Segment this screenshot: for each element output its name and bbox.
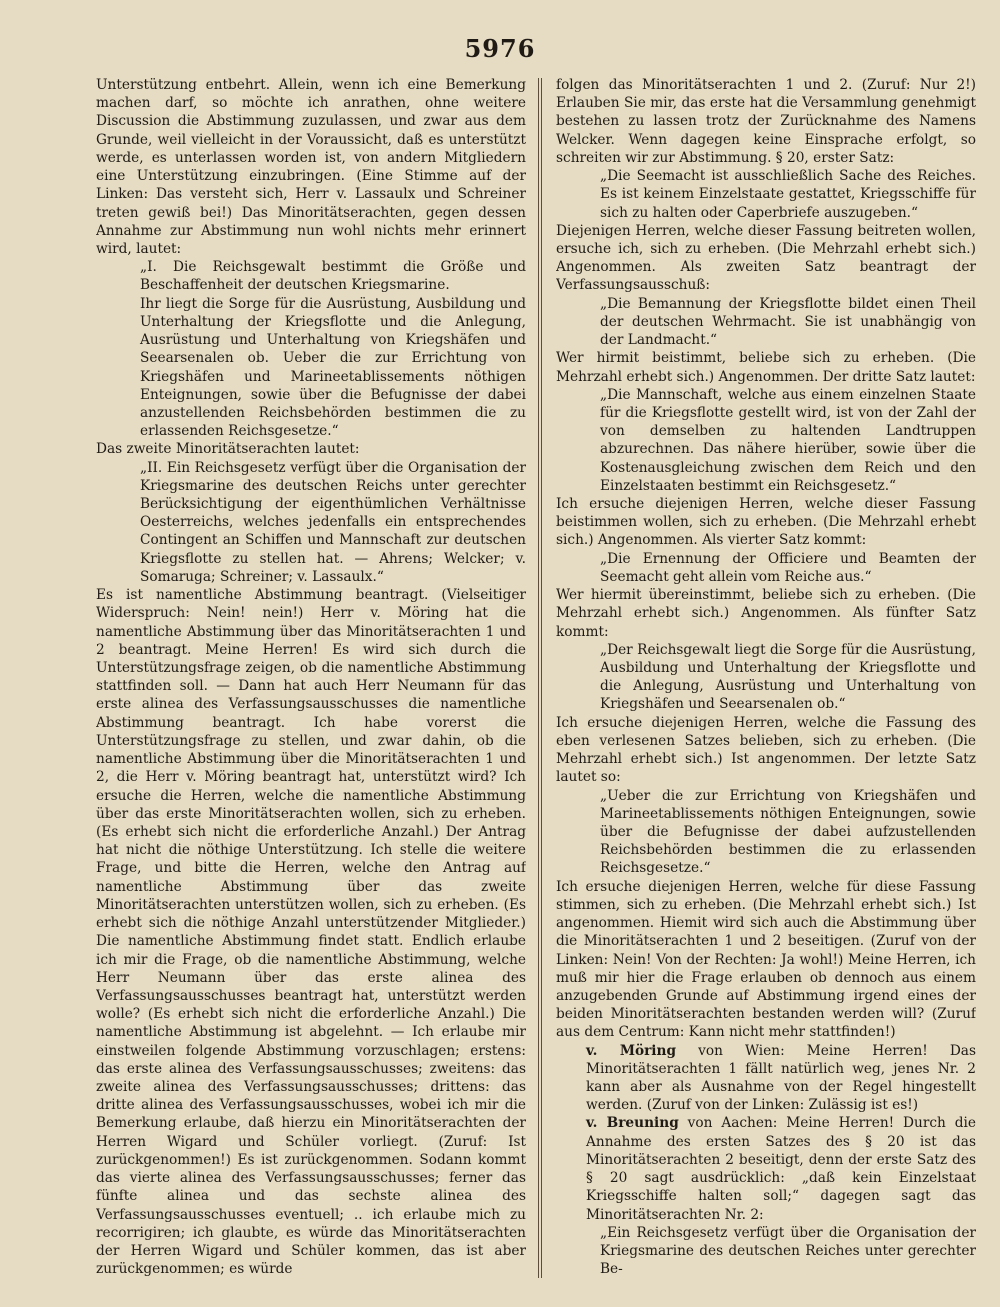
quoted-paragraph bbox=[556, 550, 976, 586]
paragraph-text: von Wien: Meine Herren! Das Minoritätserachten 1 fällt natürlich weg, jenes Nr. 2 kann aber als Ausnahme von der Regel hingestellt werden. (Zuruf von der Linken: Zulässig ist es!) bbox=[586, 1042, 976, 1114]
paragraph-text: Ich ersuche diejenigen Herren, welche für diese Fassung stimmen, sich zu erheben. (Die Mehrzahl erhebt sich.) Ist angenommen. Hiemit wird sich auch die Abstimmung über die Minoritätserachten 1 und 2 beseitigen. (Zuruf von der Linken: Nein! Von der Rechten: Ja wohl!) Meine Herren, ich muß mir hier die Frage erlauben ob dennoch aus einem anzugebenden Grunde auf Abstimmung irgend eines der beiden Minoritätserachten bestanden werden will? (Zuruf aus dem Centrum: Kann nicht mehr stattfinden!) bbox=[556, 878, 976, 1041]
speaker-name: v. Möring bbox=[586, 1042, 677, 1059]
paragraph-text: Diejenigen Herren, welche dieser Fassung beitreten wollen, ersuche ich, sich zu erheben. (Die Mehrzahl erhebt sich.) Angenommen. Als zweiten Satz beantragt der Verfassungsausschuß: bbox=[556, 222, 976, 294]
paragraph bbox=[556, 586, 976, 641]
paragraph-text: Ihr liegt die Sorge für die Ausrüstung, Ausbildung und Unterhaltung der Kriegsflotte und die Anlegung, Ausrüstung und Unterhaltung von Kriegshäfen und Seearsenalen ob. Ueber die zur Errichtung von Kriegshäfen und Marineetablissements nöthigen Enteignungen, sowie über die Befugnisse der dabei anzustellenden Reichsbehörden bestimmen die zu erlassenden Reichsgesetze.“ bbox=[140, 295, 526, 440]
paragraph-text: „I. Die Reichsgewalt bestimmt die Größe und Beschaffenheit der deutschen Kriegsmarine. bbox=[140, 259, 526, 294]
paragraph-text: „II. Ein Reichsgesetz verfügt über die Organisation der Kriegsmarine des deutschen Reichs unter gerechter Berücksichtigung der eigenthümlichen Verhältnisse Oesterreichs, welches jedenfalls ein entsprechendes Contingent an Schiffen und Mannschaft zur deutschen Kriegsflotte zu stellen hat. — Ahrens; Welcker; v. Somaruga; Schreiner; v. Lassaulx.“ bbox=[140, 459, 526, 585]
paragraph bbox=[556, 495, 976, 550]
paragraph bbox=[556, 349, 976, 385]
paragraph-text: von Aachen: Meine Herren! Durch die Annahme des ersten Satzes des § 20 ist das Minoritätserachten 2 beseitigt, denn der erste Satz des § 20 sagt ausdrücklich: „daß kein Einzelstaat Kriegsschiffe halten soll;“ dagegen sagt das Minoritätserachten Nr. 2: bbox=[586, 1115, 976, 1223]
paragraph-text: „Die Seemacht ist ausschließlich Sache des Reiches. Es ist keinem Einzelstaate gestattet, Kriegsschiffe für sich zu halten oder Caperbriefe auszugeben.“ bbox=[600, 168, 976, 221]
paragraph bbox=[556, 714, 976, 787]
quoted-paragraph bbox=[556, 787, 976, 878]
column-divider bbox=[538, 78, 542, 1278]
paragraph-text: Ich ersuche diejenigen Herren, welche dieser Fassung beistimmen wollen, sich zu erheben. (Die Mehrzahl erhebt sich.) Angenommen. Als vierter Satz kommt: bbox=[556, 496, 976, 549]
paragraph-text: Wer hirmit beistimmt, beliebe sich zu erheben. (Die Mehrzahl erhebt sich.) Angenommen. Der dritte Satz lautet: bbox=[556, 350, 976, 385]
paragraph-text: Wer hiermit übereinstimmt, beliebe sich zu erheben. (Die Mehrzahl erhebt sich.) Angenommen. Als fünfter Satz kommt: bbox=[556, 587, 976, 640]
paragraph-text: „Die Ernennung der Officiere und Beamten der Seemacht geht allein vom Reiche aus.“ bbox=[600, 550, 976, 585]
speaker-paragraph bbox=[556, 1114, 976, 1223]
quoted-paragraph bbox=[556, 295, 976, 350]
paragraph-text: Es ist namentliche Abstimmung beantragt. (Vielseitiger Widerspruch: Nein! nein!) Herr v. Möring hat die namentliche Abstimmung über das Minoritätserachten 1 und 2 beantragt. Meine Herren! Es wird sich durch die Unterstützungsfrage zeigen, ob die namentliche Abstimmung stattfinden soll. — Dann hat auch Herr Neumann für das erste alinea des Verfassungsausschusses die namentliche Abstimmung beantragt. Ich habe vorerst die Unterstützungsfrage zu stellen, und zwar dahin, ob die namentliche Abstimmung über die Minoritätserachten 1 und 2, die Herr v. Möring beantragt hat, unterstützt wird? Ich ersuche die Herren, welche die namentliche Abstimmung über das erste Minoritätserachten wollen, sich zu erheben. (Es erhebt sich nicht die erforderliche Anzahl.) Der Antrag hat nicht die nöthige Unterstützung. Ich stelle die weitere Frage, und bitte die Herren, welche den Antrag auf namentliche Abstimmung über das zweite Minoritätserachten unterstützen wollen, sich zu erheben. (Es erhebt sich die nöthige Anzahl unterstützender Mitglieder.) Die namentliche Abstimmung findet statt. Endlich erlaube ich mir die Frage, ob die namentliche Abstimmung, welche Herr Neumann über das erste alinea des Verfassungsausschusses beantragt hat, unterstützt werden wolle? (Es erhebt sich nicht die erforderliche Anzahl.) Die namentliche Abstimmung ist abgelehnt. — Ich erlaube mir einstweilen folgende Abstimmung vorzuschlagen; erstens: das erste alinea des Verfassungsausschusses; zweitens: das zweite alinea des Verfassungsausschusses; drittens: das dritte alinea des Verfassungsausschusses, wobei ich mir die Bemerkung erlaube, daß hierzu ein Minoritätserachten der Herren Wigard und Schüler vorliegt. (Zuruf: Ist zurückgenommen!) Es ist zurückgenommen. Sodann kommt das vierte alinea des Verfassungsausschusses; ferner das fünfte alinea und das sechste alinea des Verfassungsausschusses eventuell; .. ich erlaube mich zu recorrigiren; ich glaubte, es würde das Minoritätserachten der Herren Wigard und Schüler kommen, das ist aber zurückgenommen; es würde bbox=[96, 587, 526, 1278]
paragraph bbox=[556, 222, 976, 295]
left-column bbox=[96, 76, 526, 1292]
quoted-paragraph bbox=[556, 167, 976, 222]
paragraph-text: Das zweite Minoritätserachten lautet: bbox=[96, 441, 360, 458]
paragraph-text: Ich ersuche diejenigen Herren, welche die Fassung des eben verlesenen Satzes belieben, sich zu erheben. (Die Mehrzahl erhebt sich.) Ist angenommen. Der letzte Satz lautet so: bbox=[556, 714, 976, 786]
paragraph-text: „Ein Reichsgesetz verfügt über die Organisation der Kriegsmarine des deutschen Reiches unter gerechter Be- bbox=[600, 1224, 976, 1278]
paragraph-text: „Der Reichsgewalt liegt die Sorge für die Ausrüstung, Ausbildung und Unterhaltung der Kriegsflotte und die Anlegung, Ausrüstung und Unterhaltung von Kriegshäfen und Seearsenalen ob.“ bbox=[600, 641, 976, 713]
paragraph bbox=[96, 440, 526, 458]
paragraph-text: folgen das Minoritätserachten 1 und 2. (Zuruf: Nur 2!) Erlauben Sie mir, das erste hat die Versammlung genehmigt bestehen zu lassen trotz der Zurücknahme des Namens Welcker. Wenn dagegen keine Einsprache erfolgt, so schreiten wir zur Abstimmung. § 20, erster Satz: bbox=[556, 77, 976, 166]
speaker-name: v. Breuning bbox=[586, 1115, 679, 1132]
right-column bbox=[556, 76, 976, 1292]
paragraph-text: Unterstützung entbehrt. Allein, wenn ich eine Bemerkung machen darf, so möchte ich anrathen, ohne weitere Discussion die Abstimmung zuzulassen, und zwar aus dem Grunde, weil vielleicht in der Voraussicht, daß es unterstützt werde, es unterlassen worden ist, von andern Mitgliedern eine Unterstützung einzubringen. (Eine Stimme auf der Linken: Das versteht sich, Herr v. Lassaulx und Schreiner treten gewiß bei!) Das Minoritätserachten, gegen dessen Annahme zur Abstimmung nun wohl nichts mehr erinnert wird, lautet: bbox=[96, 77, 526, 257]
quoted-paragraph bbox=[96, 459, 526, 587]
quoted-paragraph bbox=[556, 1224, 976, 1279]
quoted-paragraph bbox=[96, 258, 526, 294]
paragraph bbox=[556, 76, 976, 167]
quoted-paragraph bbox=[96, 295, 526, 441]
paragraph-text: „Die Mannschaft, welche aus einem einzelnen Staate für die Kriegsflotte gestellt wird, ist von der Zahl der von demselben zu haltenden Landtruppen abzurechnen. Das nähere hierüber, sowie über die Kostenausgleichung zwischen dem Reich und den Einzelstaaten bestimmt ein Reichsgesetz.“ bbox=[600, 386, 976, 494]
page-number: 5976 bbox=[464, 34, 536, 63]
paragraph bbox=[96, 76, 526, 258]
quoted-paragraph bbox=[556, 386, 976, 495]
paragraph bbox=[96, 586, 526, 1278]
speaker-paragraph bbox=[556, 1042, 976, 1115]
paragraph-text: „Die Bemannung der Kriegsflotte bildet einen Theil der deutschen Wehrmacht. Sie ist unabhängig von der Landmacht.“ bbox=[600, 295, 976, 349]
quoted-paragraph bbox=[556, 641, 976, 714]
paragraph bbox=[556, 878, 976, 1042]
paragraph-text: „Ueber die zur Errichtung von Kriegshäfen und Marineetablissements nöthigen Enteignungen, sowie über die Befugnisse der dabei aufzustellenden Reichsbehörden bestimmen die zu erlassenden Reichsgesetze.“ bbox=[600, 787, 976, 877]
